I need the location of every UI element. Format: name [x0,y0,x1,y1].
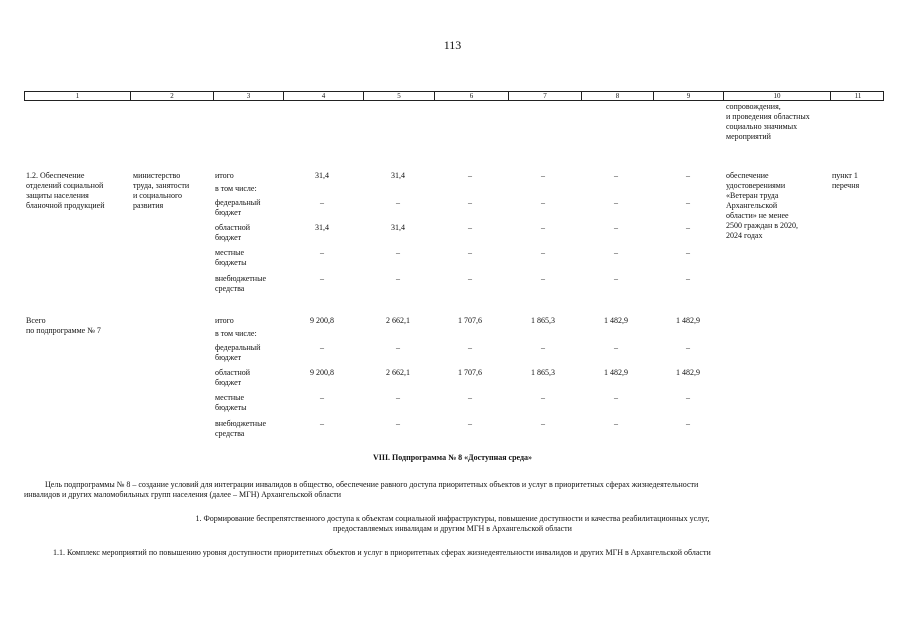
total-7-value-cell: 1 482,9 [676,368,700,377]
row-1-2-source-label: итого [215,171,234,180]
column-header-2: 2 [130,91,213,101]
task-1-line-2: предоставляемых инвалидам и другим МГН в Архангельской области [333,524,572,533]
row-1-2-value-cell: – [686,198,690,207]
row-1-2-value-cell: – [396,274,400,283]
total-7-value-cell: – [396,393,400,402]
row-1-2-value-cell: – [614,274,618,283]
row-1-2-name-line-2: отделений социальной [26,181,104,190]
task-1-line-1: 1. Формирование беспрепятственного доступа к объектам социальной инфраструктуры, повышение доступности и качества реабилитационных услуг, [195,514,710,523]
total-7-value-cell: – [614,343,618,352]
page-number: 113 [443,38,462,52]
column-header-8: 8 [581,91,653,101]
total-7-source-label: в том числе: [215,329,257,338]
row-1-2-value-cell: – [468,223,472,232]
column-header-6: 6 [434,91,508,101]
row-1-2-value-cell: – [468,198,472,207]
row-1-2-result-line-3: «Ветеран труда [726,191,779,200]
row-1-2-name-line-1: 1.2. Обеспечение [26,171,85,180]
continuation-text-line-4: мероприятий [726,132,771,141]
total-7-source-label: внебюджетные [215,419,266,428]
row-1-2-value-cell: – [541,171,545,180]
row-1-2-value-cell: – [468,274,472,283]
row-1-2-source-label: бюджет [215,233,242,242]
row-1-2-value-cell: – [541,274,545,283]
row-1-2-result-line-1: обеспечение [726,171,769,180]
column-header-10: 10 [723,91,830,101]
total-7-value-cell: – [541,343,545,352]
total-7-value-cell: – [320,393,324,402]
item-1-1-title: 1.1. Комплекс мероприятий по повышению уровня доступности приоритетных объектов и услуг в приоритетных сферах жизнедеятельности инвалидов и других МГН в Архангельской области [53,548,711,557]
row-1-2-value-cell: – [614,248,618,257]
column-header-7: 7 [508,91,581,101]
column-header-3: 3 [213,91,283,101]
total-7-value-cell: – [686,393,690,402]
total-7-value-cell: 1 865,3 [531,368,555,377]
row-1-2-value-cell: – [614,171,618,180]
total-7-value-cell: 2 662,1 [386,316,410,325]
row-1-2-source-label: бюджеты [215,258,247,267]
row-1-2-value-cell: – [320,198,324,207]
total-7-value-cell: – [541,393,545,402]
continuation-text-line-3: социально значимых [726,122,798,131]
row-1-2-source-label: средства [215,284,245,293]
row-1-2-value-cell: – [541,198,545,207]
row-1-2-executor-line-2: труда, занятости [133,181,190,190]
total-7-source-label: бюджет [215,353,242,362]
row-1-2-result-line-2: удостоверениями [726,181,786,190]
total-7-value-cell: – [614,393,618,402]
row-1-2-source-label: в том числе: [215,184,257,193]
total-7-value-cell: – [686,343,690,352]
column-header-5: 5 [363,91,434,101]
row-1-2-result-line-6: 2500 граждан в 2020, [726,221,799,230]
row-1-2-value-cell: – [468,171,472,180]
row-1-2-name-line-4: бланочной продукцией [26,201,105,210]
row-1-2-value-cell: – [320,274,324,283]
row-1-2-source-label: внебюджетные [215,274,266,283]
total-7-source-label: средства [215,429,245,438]
row-1-2-value-cell: – [686,223,690,232]
row-1-2-value-cell: – [396,198,400,207]
row-1-2-value-cell: – [686,171,690,180]
row-1-2-value-cell: – [541,223,545,232]
row-1-2-result-line-4: Архангельской [726,201,778,210]
column-header-9: 9 [653,91,723,101]
row-1-2-source-label: федеральный [215,198,261,207]
total-7-value-cell: – [396,419,400,428]
total-7-value-cell: – [468,419,472,428]
row-1-2-value-cell: 31,4 [391,223,405,232]
row-1-2-value-cell: 31,4 [315,223,329,232]
row-1-2-value-cell: – [686,274,690,283]
total-7-value-cell: 9 200,8 [310,316,334,325]
total-7-value-cell: – [541,419,545,428]
row-1-2-executor-line-3: и социального [133,191,183,200]
total-7-name-line-1: Всего [26,316,46,325]
total-7-value-cell: 1 482,9 [604,316,628,325]
row-1-2-link-line-1: пункт 1 [832,171,858,180]
table-header-row [24,91,884,101]
goal-paragraph-line-1: Цель подпрограммы № 8 – создание условий для интеграции инвалидов в общество, обеспечение равного доступа приоритетных объектов и услуг в приоритетных сферах жизнедеятельности [45,480,699,489]
row-1-2-value-cell: – [614,198,618,207]
goal-paragraph-line-2: инвалидов и других маломобильных групп населения (далее – МГН) Архангельской области [24,490,342,499]
total-7-value-cell: – [614,419,618,428]
continuation-text-line-1: сопровождения, [726,102,781,111]
total-7-value-cell: 9 200,8 [310,368,334,377]
total-7-value-cell: – [320,343,324,352]
total-7-value-cell: 2 662,1 [386,368,410,377]
row-1-2-result-line-7: 2024 годах [726,231,763,240]
column-header-4: 4 [283,91,363,101]
total-7-value-cell: – [468,393,472,402]
total-7-value-cell: 1 707,6 [458,316,482,325]
total-7-source-label: областной [215,368,251,377]
row-1-2-value-cell: 31,4 [391,171,405,180]
row-1-2-value-cell: – [320,248,324,257]
total-7-source-label: итого [215,316,234,325]
row-1-2-value-cell: – [686,248,690,257]
row-1-2-name-line-3: защиты населения [26,191,89,200]
total-7-value-cell: 1 482,9 [676,316,700,325]
total-7-value-cell: 1 865,3 [531,316,555,325]
row-1-2-executor-line-1: министерство [133,171,181,180]
total-7-value-cell: – [396,343,400,352]
row-1-2-result-line-5: области» не менее [726,211,789,220]
total-7-value-cell: 1 707,6 [458,368,482,377]
row-1-2-value-cell: 31,4 [315,171,329,180]
column-header-11: 11 [830,91,885,101]
section-heading: VIII. Подпрограмма № 8 «Доступная среда» [372,453,533,462]
row-1-2-source-label: бюджет [215,208,242,217]
row-1-2-value-cell: – [614,223,618,232]
row-1-2-executor-line-4: развития [133,201,164,210]
row-1-2-source-label: областной [215,223,251,232]
row-1-2-value-cell: – [468,248,472,257]
column-header-1: 1 [75,92,80,100]
total-7-source-label: федеральный [215,343,261,352]
total-7-name-line-2: по подпрограмме № 7 [26,326,101,335]
total-7-source-label: местные [215,393,245,402]
row-1-2-source-label: местные [215,248,245,257]
total-7-value-cell: 1 482,9 [604,368,628,377]
total-7-source-label: бюджеты [215,403,247,412]
row-1-2-link-line-2: перечня [832,181,860,190]
total-7-value-cell: – [468,343,472,352]
row-1-2-value-cell: – [541,248,545,257]
total-7-value-cell: – [686,419,690,428]
continuation-text-line-2: и проведения областных [726,112,810,121]
row-1-2-value-cell: – [396,248,400,257]
total-7-value-cell: – [320,419,324,428]
total-7-source-label: бюджет [215,378,242,387]
